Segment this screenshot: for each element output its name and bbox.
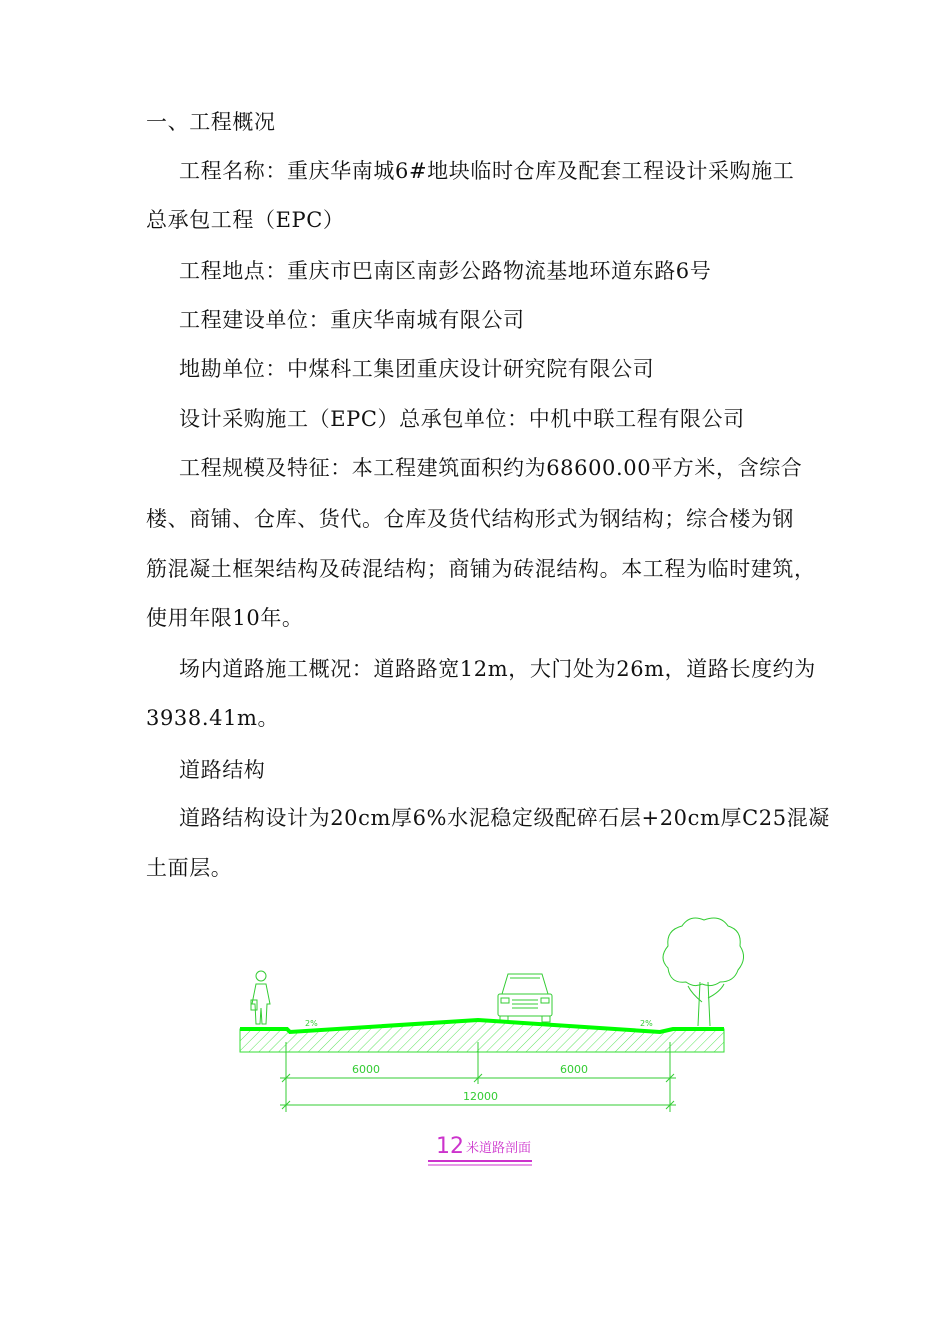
project-location: 工程地点：重庆市巴南区南彭公路物流基地环道东路6号 <box>179 259 712 283</box>
road-structure-line-1: 道路结构设计为20cm厚6%水泥稳定级配碎石层+20cm厚C25混凝 <box>179 806 830 830</box>
scale-line-3: 筋混凝土框架结构及砖混结构；商铺为砖混结构。本工程为临时建筑， <box>146 557 816 581</box>
dim-right-label: 6000 <box>560 1063 588 1076</box>
car-icon <box>498 974 552 1022</box>
road-structure-heading: 道路结构 <box>179 758 266 782</box>
caption-text: 米道路剖面 <box>466 1141 532 1156</box>
section-heading: 一、工程概况 <box>146 110 276 134</box>
scale-line-1: 工程规模及特征：本工程建筑面积约为68600.00平方米，含综合 <box>179 456 803 480</box>
road-overview-line-2: 3938.41m。 <box>146 706 280 730</box>
project-name-line-2: 总承包工程（EPC） <box>146 208 345 232</box>
road-overview-line-1: 场内道路施工概况：道路路宽12m，大门处为26m，道路长度约为 <box>179 657 816 681</box>
svg-text:2%: 2% <box>305 1019 318 1028</box>
dim-left-label: 6000 <box>352 1063 380 1076</box>
epc-contractor: 设计采购施工（EPC）总承包单位：中机中联工程有限公司 <box>179 407 745 431</box>
road-structure-line-2: 土面层。 <box>146 856 233 880</box>
slope-mark-left <box>305 1019 318 1028</box>
project-name-line-1: 工程名称：重庆华南城6#地块临时仓库及配套工程设计采购施工 <box>179 159 795 183</box>
caption-number: 12 <box>436 1134 464 1159</box>
project-owner: 工程建设单位：重庆华南城有限公司 <box>179 308 525 332</box>
dim-total-label: 12000 <box>463 1090 498 1103</box>
slope-mark-right <box>640 1019 653 1028</box>
scale-line-2: 楼、商铺、仓库、货代。仓库及货代结构形式为钢结构；综合楼为钢 <box>146 507 794 531</box>
pedestrian-icon <box>251 971 270 1024</box>
tree-icon <box>663 918 744 1026</box>
road-cross-section-drawing <box>230 912 750 1172</box>
survey-unit: 地勘单位：中煤科工集团重庆设计研究院有限公司 <box>179 357 655 381</box>
scale-line-4: 使用年限10年。 <box>146 606 304 630</box>
svg-text:2%: 2% <box>640 1019 653 1028</box>
